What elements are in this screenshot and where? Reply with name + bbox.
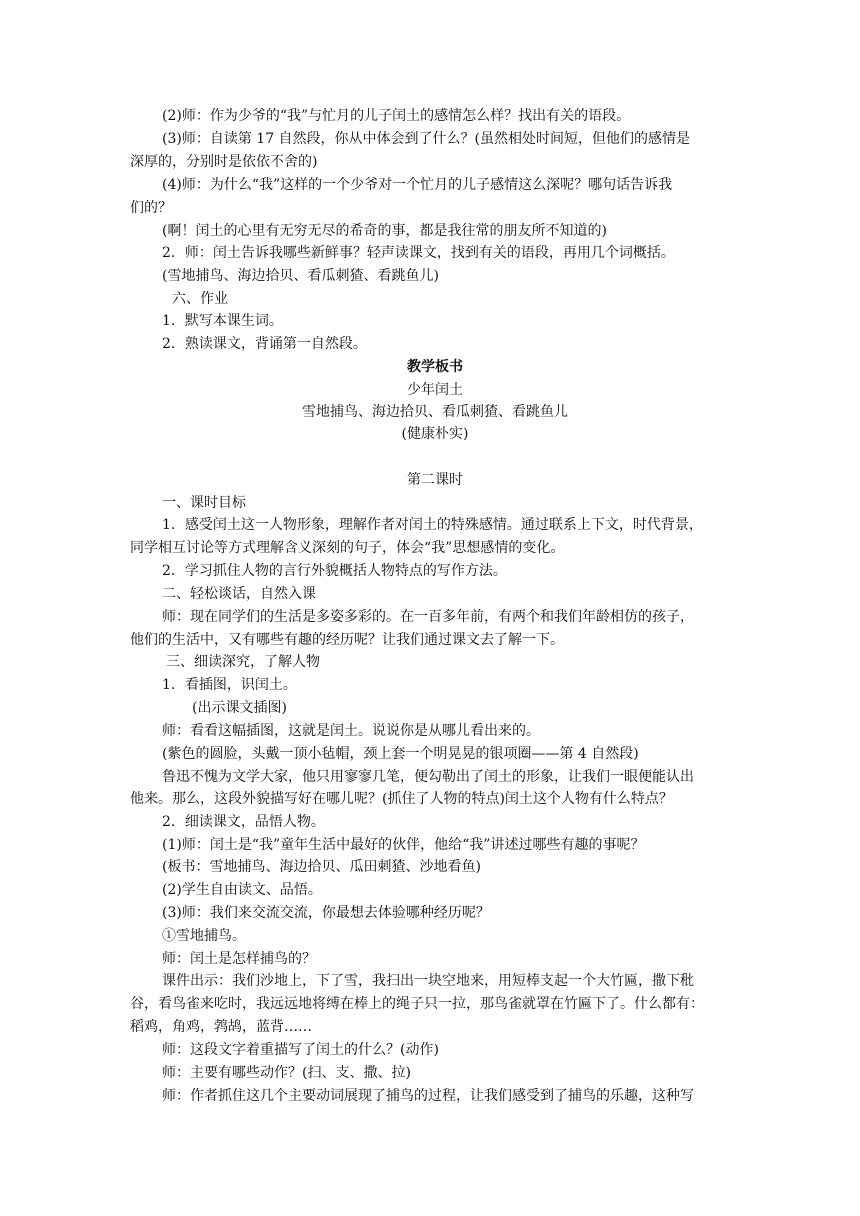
paragraph-line: 1．感受闰土这一人物形象，理解作者对闰土的特殊感情。通过联系上下文，时代背景， bbox=[162, 517, 703, 533]
paragraph-line: 稻鸡，角鸡，鹁鸪，蓝背…… bbox=[130, 1019, 312, 1035]
paragraph-line: (紫色的圆脸，头戴一顶小毡帽，颈上套一个明晃晃的银项圈——第 4 自然段) bbox=[162, 746, 639, 762]
paragraph-line: 师：现在同学们的生活是多姿多彩的。在一百多年前，有两个和我们年龄相仿的孩子， bbox=[162, 609, 694, 625]
paragraph-line: 师：看看这幅插图，这就是闰土。说说你是从哪儿看出来的。 bbox=[162, 723, 540, 739]
paragraph-line: ①雪地捕鸟。 bbox=[162, 928, 246, 944]
paragraph-line: (啊！闰土的心里有无穷无尽的希奇的事，都是我往常的朋友所不知道的) bbox=[162, 223, 607, 239]
paragraph-line: (1)师：闰土是“我”童年生活中最好的伙伴，他给“我”讲述过哪些有趣的事呢？ bbox=[162, 837, 645, 853]
paragraph-line: 深厚的，分别时是依依不舍的) bbox=[130, 154, 318, 170]
section-heading: 六、作业 bbox=[172, 291, 228, 307]
paragraph-line: 鲁迅不愧为文学大家，他只用寥寥几笔，便勾勒出了闰土的形象，让我们一眼便能认出 bbox=[162, 769, 694, 785]
section-heading: 一、课时目标 bbox=[162, 495, 246, 511]
lesson-heading: 第二课时 bbox=[407, 472, 463, 488]
paragraph-line: 2．学习抓住人物的言行外貌概括人物特点的写作方法。 bbox=[162, 563, 507, 579]
paragraph-line: 1．默写本课生词。 bbox=[162, 313, 283, 329]
board-line: 雪地捕鸟、海边拾贝、看瓜刺猹、看跳鱼儿 bbox=[302, 404, 568, 420]
paragraph-line: 师：这段文字着重描写了闰土的什么？(动作) bbox=[162, 1042, 439, 1058]
paragraph-line: (3)师：我们来交流交流，你最想去体验哪种经历呢？ bbox=[162, 905, 490, 921]
paragraph-line: 师：闰土是怎样捕鸟的？ bbox=[162, 951, 316, 967]
section-heading: 三、细读深究，了解人物 bbox=[166, 654, 320, 670]
paragraph-line: (出示课文插图) bbox=[192, 700, 287, 716]
board-title: 少年闰土 bbox=[407, 382, 463, 398]
paragraph-line: 2．师：闰土告诉我哪些新鲜事？轻声读课文，找到有关的语段，再用几个词概括。 bbox=[162, 245, 675, 261]
paragraph-line: 同学相互讨论等方式理解含义深刻的句子，体会“我”思想感情的变化。 bbox=[130, 540, 565, 556]
paragraph-line: (4)师：为什么“我”这样的一个少爷对一个忙月的儿子感情这么深呢？哪句话告诉我 bbox=[162, 177, 673, 193]
paragraph-line: 谷，看鸟雀来吃时，我远远地将缚在棒上的绳子只一拉，那鸟雀就罩在竹匾下了。什么都有： bbox=[130, 996, 704, 1012]
paragraph-line: 他们的生活中，又有哪些有趣的经历呢？让我们通过课文去了解一下。 bbox=[130, 632, 564, 648]
paragraph-line: 课件出示：我们沙地上，下了雪，我扫出一块空地来，用短棒支起一个大竹匾，撒下秕 bbox=[162, 973, 694, 989]
paragraph-line: 2．熟读课文，背诵第一自然段。 bbox=[162, 336, 367, 352]
paragraph-line: (3)师：自读第 17 自然段，你从中体会到了什么？(虽然相处时间短，但他们的感情是 bbox=[162, 131, 691, 147]
paragraph-line: (2)学生自由读文、品悟。 bbox=[162, 882, 322, 898]
board-heading: 教学板书 bbox=[407, 359, 463, 375]
paragraph-line: 师：主要有哪些动作？(扫、支、撒、拉) bbox=[162, 1065, 411, 1081]
paragraph-line: (2)师：作为少爷的“我”与忙月的儿子闰土的感情怎么样？找出有关的语段。 bbox=[162, 108, 631, 124]
paragraph-line: (板书：雪地捕鸟、海边拾贝、瓜田刺猹、沙地看鱼) bbox=[162, 859, 481, 875]
section-heading: 二、轻松谈话，自然入课 bbox=[162, 586, 316, 602]
paragraph-line: 2．细读课文，品悟人物。 bbox=[162, 814, 325, 830]
paragraph-line: 师：作者抓住这几个主要动词展现了捕鸟的过程，让我们感受到了捕鸟的乐趣，这种写 bbox=[162, 1088, 694, 1104]
paragraph-line: 他来。那么，这段外貌描写好在哪儿呢？(抓住了人物的特点)闰土这个人物有什么特点？ bbox=[130, 791, 673, 807]
board-line: (健康朴实) bbox=[401, 426, 469, 442]
paragraph-line: 们的？ bbox=[130, 200, 172, 216]
paragraph-line: (雪地捕鸟、海边拾贝、看瓜刺猹、看跳鱼儿) bbox=[162, 268, 439, 284]
paragraph-line: 1．看插图，识闰土。 bbox=[162, 677, 297, 693]
